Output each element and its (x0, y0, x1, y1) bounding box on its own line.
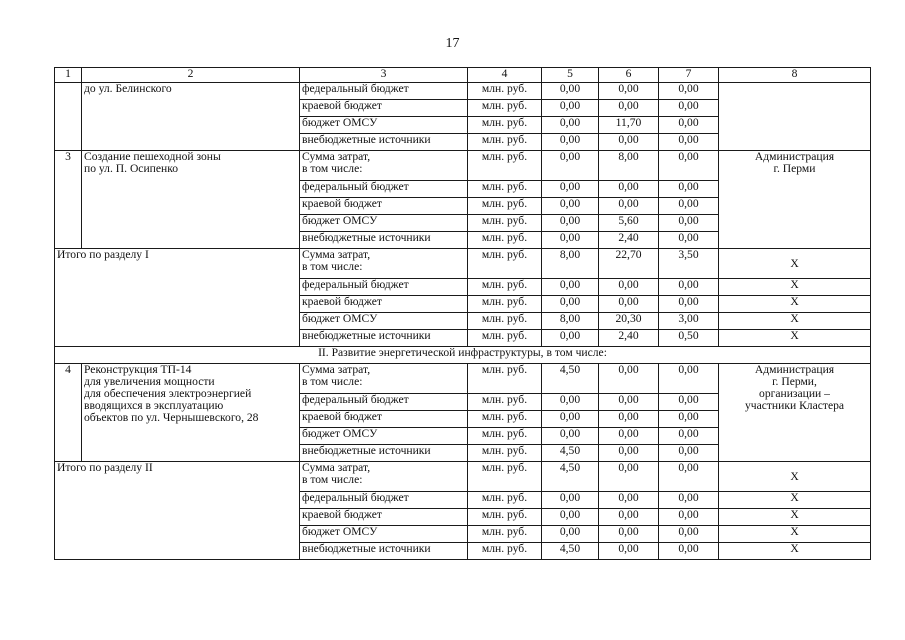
source-label: краевой бюджет (300, 100, 468, 117)
value-cell: 0,00 (542, 83, 599, 100)
col-header-8: 8 (719, 68, 871, 83)
x-mark: Х (719, 543, 871, 560)
source-label: краевой бюджет (300, 411, 468, 428)
value-cell: 0,00 (659, 428, 719, 445)
unit-cell: млн. руб. (468, 249, 542, 279)
col-header-7: 7 (659, 68, 719, 83)
value-cell: 22,70 (599, 249, 659, 279)
value-cell: 0,00 (599, 198, 659, 215)
source-label (300, 249, 468, 279)
x-mark: Х (719, 330, 871, 347)
executor-cell (719, 83, 871, 151)
executor-cell (719, 364, 871, 462)
source-label: бюджет ОМСУ (300, 117, 468, 134)
table-row (55, 364, 871, 394)
value-cell: 0,00 (659, 83, 719, 100)
source-label: федеральный бюджет (300, 394, 468, 411)
value-cell: 8,00 (542, 249, 599, 279)
value-cell: 4,50 (542, 462, 599, 492)
value-cell: 0,00 (599, 526, 659, 543)
value-cell: 0,00 (659, 181, 719, 198)
col-header-4: 4 (468, 68, 542, 83)
including-label: в том числе: (302, 162, 363, 175)
value-cell: 0,00 (659, 509, 719, 526)
col-header-6: 6 (599, 68, 659, 83)
unit-cell: млн. руб. (468, 462, 542, 492)
value-cell: 0,00 (599, 364, 659, 394)
page-number: 17 (445, 36, 460, 51)
value-cell: 0,00 (659, 215, 719, 232)
item-name: до ул. Белинского (82, 83, 300, 151)
unit-cell: млн. руб. (468, 100, 542, 117)
unit-cell: млн. руб. (468, 279, 542, 296)
value-cell: 0,00 (542, 198, 599, 215)
item-name-line: по ул. П. Осипенко (84, 162, 179, 175)
x-mark: Х (719, 462, 871, 492)
source-label: бюджет ОМСУ (300, 428, 468, 445)
col-header-3: 3 (300, 68, 468, 83)
value-cell: 0,00 (659, 364, 719, 394)
value-cell: 0,00 (659, 462, 719, 492)
value-cell: 0,00 (542, 330, 599, 347)
x-mark: Х (719, 279, 871, 296)
item-name-line: Реконструкция ТП-14 (84, 363, 192, 376)
x-mark: Х (719, 526, 871, 543)
item-number: 3 (55, 151, 82, 249)
total-label: Сумма затрат, (302, 363, 371, 376)
executor-line: Администрация (754, 150, 835, 163)
source-label: краевой бюджет (300, 509, 468, 526)
section-heading-row (55, 347, 871, 364)
value-cell: 0,00 (599, 509, 659, 526)
unit-cell: млн. руб. (468, 526, 542, 543)
item-name-line: для увеличения мощности (84, 375, 215, 388)
source-label: федеральный бюджет (300, 83, 468, 100)
value-cell: 0,00 (542, 151, 599, 181)
value-cell: 0,00 (599, 445, 659, 462)
value-cell: 0,00 (542, 117, 599, 134)
section-heading: II. Развитие энергетической инфраструктуры, в том числе: (55, 347, 871, 364)
unit-cell: млн. руб. (468, 215, 542, 232)
value-cell: 4,50 (542, 445, 599, 462)
value-cell: 0,00 (659, 394, 719, 411)
unit-cell: млн. руб. (468, 117, 542, 134)
source-label (300, 364, 468, 394)
value-cell: 0,00 (659, 526, 719, 543)
value-cell: 0,00 (659, 492, 719, 509)
source-label: федеральный бюджет (300, 492, 468, 509)
value-cell: 4,50 (542, 364, 599, 394)
table-row (55, 83, 871, 100)
value-cell: 0,50 (659, 330, 719, 347)
unit-cell: млн. руб. (468, 364, 542, 394)
value-cell: 0,00 (542, 296, 599, 313)
section-total-label: Итого по разделу II (55, 462, 300, 560)
value-cell: 0,00 (659, 198, 719, 215)
value-cell: 0,00 (659, 151, 719, 181)
value-cell: 0,00 (599, 279, 659, 296)
value-cell: 0,00 (659, 411, 719, 428)
value-cell: 0,00 (542, 394, 599, 411)
value-cell: 0,00 (659, 296, 719, 313)
total-label: Сумма затрат, (302, 248, 371, 261)
value-cell: 0,00 (542, 100, 599, 117)
value-cell: 0,00 (599, 83, 659, 100)
unit-cell: млн. руб. (468, 181, 542, 198)
value-cell: 0,00 (542, 279, 599, 296)
table-row (55, 462, 871, 492)
source-label: краевой бюджет (300, 296, 468, 313)
value-cell: 11,70 (599, 117, 659, 134)
unit-cell: млн. руб. (468, 232, 542, 249)
budget-table (54, 67, 871, 560)
value-cell: 0,00 (659, 100, 719, 117)
unit-cell: млн. руб. (468, 151, 542, 181)
table-row (55, 151, 871, 181)
source-label: бюджет ОМСУ (300, 215, 468, 232)
unit-cell: млн. руб. (468, 428, 542, 445)
executor-line: участники Кластера (744, 399, 845, 412)
value-cell: 3,50 (659, 249, 719, 279)
source-label: бюджет ОМСУ (300, 313, 468, 330)
value-cell: 0,00 (659, 232, 719, 249)
item-name (82, 151, 300, 249)
unit-cell: млн. руб. (468, 543, 542, 560)
total-label: Сумма затрат, (302, 461, 371, 474)
including-label: в том числе: (302, 260, 363, 273)
x-mark: Х (719, 296, 871, 313)
value-cell: 0,00 (659, 445, 719, 462)
column-number-row (55, 68, 871, 83)
value-cell: 0,00 (599, 462, 659, 492)
item-name-line: вводящихся в эксплуатацию (84, 399, 224, 412)
value-cell: 0,00 (542, 215, 599, 232)
source-label: федеральный бюджет (300, 279, 468, 296)
item-name (82, 364, 300, 462)
value-cell: 0,00 (599, 394, 659, 411)
value-cell: 0,00 (599, 181, 659, 198)
total-label: Сумма затрат, (302, 150, 371, 163)
source-label: внебюджетные источники (300, 134, 468, 151)
source-label: краевой бюджет (300, 198, 468, 215)
source-label (300, 462, 468, 492)
value-cell: 0,00 (599, 100, 659, 117)
value-cell: 0,00 (659, 134, 719, 151)
value-cell: 8,00 (542, 313, 599, 330)
value-cell: 20,30 (599, 313, 659, 330)
value-cell: 0,00 (542, 232, 599, 249)
x-mark: Х (719, 492, 871, 509)
executor-line: г. Перми (773, 162, 816, 175)
unit-cell: млн. руб. (468, 313, 542, 330)
value-cell: 0,00 (599, 492, 659, 509)
unit-cell: млн. руб. (468, 394, 542, 411)
source-label: внебюджетные источники (300, 232, 468, 249)
value-cell: 0,00 (599, 543, 659, 560)
item-name-line: Создание пешеходной зоны (84, 150, 221, 163)
col-header-2: 2 (82, 68, 300, 83)
source-label: внебюджетные источники (300, 330, 468, 347)
unit-cell: млн. руб. (468, 198, 542, 215)
table-row (55, 249, 871, 279)
col-header-1: 1 (55, 68, 82, 83)
executor-line: г. Перми, (772, 375, 817, 388)
source-label: внебюджетные источники (300, 543, 468, 560)
unit-cell: млн. руб. (468, 492, 542, 509)
item-name-line: объектов по ул. Чернышевского, 28 (84, 411, 259, 424)
source-label (300, 151, 468, 181)
x-mark: Х (719, 313, 871, 330)
value-cell: 0,00 (542, 509, 599, 526)
unit-cell: млн. руб. (468, 411, 542, 428)
value-cell: 5,60 (599, 215, 659, 232)
col-header-5: 5 (542, 68, 599, 83)
source-label: бюджет ОМСУ (300, 526, 468, 543)
value-cell: 3,00 (659, 313, 719, 330)
unit-cell: млн. руб. (468, 83, 542, 100)
value-cell: 0,00 (542, 526, 599, 543)
including-label: в том числе: (302, 473, 363, 486)
item-number: 4 (55, 364, 82, 462)
unit-cell: млн. руб. (468, 445, 542, 462)
executor-line: организации – (759, 387, 830, 400)
value-cell: 0,00 (542, 411, 599, 428)
unit-cell: млн. руб. (468, 296, 542, 313)
value-cell: 2,40 (599, 232, 659, 249)
unit-cell: млн. руб. (468, 134, 542, 151)
value-cell: 0,00 (599, 296, 659, 313)
item-number-cell (55, 83, 82, 151)
value-cell: 0,00 (542, 428, 599, 445)
unit-cell: млн. руб. (468, 330, 542, 347)
x-mark: Х (719, 249, 871, 279)
item-name-line: для обеспечения электроэнергией (84, 387, 252, 400)
value-cell: 0,00 (599, 134, 659, 151)
including-label: в том числе: (302, 375, 363, 388)
value-cell: 0,00 (659, 117, 719, 134)
value-cell: 0,00 (599, 411, 659, 428)
value-cell: 0,00 (542, 181, 599, 198)
source-label: внебюджетные источники (300, 445, 468, 462)
value-cell: 8,00 (599, 151, 659, 181)
value-cell: 4,50 (542, 543, 599, 560)
executor-cell (719, 151, 871, 249)
source-label: федеральный бюджет (300, 181, 468, 198)
value-cell: 0,00 (659, 543, 719, 560)
value-cell: 2,40 (599, 330, 659, 347)
section-total-label: Итого по разделу I (55, 249, 300, 347)
value-cell: 0,00 (542, 492, 599, 509)
value-cell: 0,00 (599, 428, 659, 445)
value-cell: 0,00 (542, 134, 599, 151)
x-mark: Х (719, 509, 871, 526)
value-cell: 0,00 (659, 279, 719, 296)
unit-cell: млн. руб. (468, 509, 542, 526)
executor-line: Администрация (754, 363, 835, 376)
